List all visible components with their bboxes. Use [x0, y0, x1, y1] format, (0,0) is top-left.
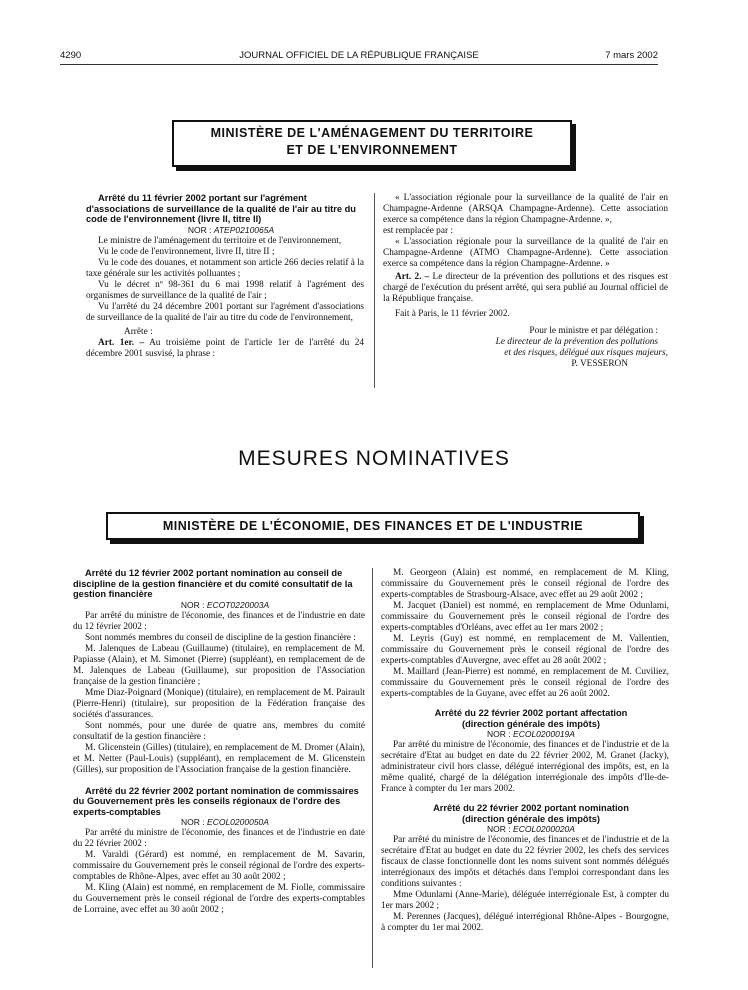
page-header — [60, 50, 658, 64]
page-number: 4290 — [60, 50, 82, 61]
lower-left-column — [73, 568, 365, 916]
quote-new: « L'association régionale pour la surveillance de la qualité de l'air en Champagne-Ardenne (ATMO Champagne-Ardenne). Cette association exerce sa compétence dans la région Champagne-Ardenne. » — [383, 237, 668, 269]
arrete-agrement-right-column — [383, 193, 668, 370]
paragraph: M. Maillard (Jean-Pierre) est nommé, en remplacement de M. Cuviliez, commissaire du Gouvernement près le conseil régional de l'ordre des experts-comptables de la Guyane, avec effet au 26 août 2002. — [381, 667, 669, 699]
section-heading-mesures: MESURES NOMINATIVES — [238, 447, 510, 470]
arrete-nomination-title: Arrêté du 22 février 2002 portant nomination — [433, 803, 629, 813]
paragraph: Vu l'arrêté du 24 décembre 2001 portant sur l'agrément d'associations de surveillance de la qualité de l'air au titre du code de l'environnement, — [86, 301, 364, 323]
arrete-agrement-left-column — [86, 193, 364, 360]
header-rule — [60, 64, 658, 65]
arrete-keyword: Arrête : — [124, 326, 153, 337]
paragraph: Mme Odunlami (Anne-Marie), déléguée interrégionale Est, à compter du 1er mars 2002 ; — [381, 890, 669, 911]
arrete-discipline-title: Arrêté du 12 février 2002 portant nomination au conseil de discipline de la gestion financière et du comité consultatif de la gestion financière — [73, 568, 353, 599]
paragraph: Par arrêté du ministre de l'économie, des finances et de l'industrie en date du 12 février 2002 : — [73, 610, 365, 632]
ministry-environment-line1: MINISTÈRE DE L'AMÉNAGEMENT DU TERRITOIRE — [210, 126, 534, 140]
quote-old: « L'association régionale pour la surveillance de la qualité de l'air en Champagne-Ardenne (ARSQA Champagne-Ardenne). Cette association exerce sa compétence dans la région Champagne-Ardenne. », — [383, 193, 668, 225]
paragraph: Mme Diaz-Poignard (Monique) (titulaire), en remplacement de M. Pairault (Pierre-Henri) (titulaire), sur proposition de la Fédération française des sociétés d'assurances. — [73, 687, 365, 720]
arrete-nomination-nor: NOR : ECOL0200020A — [487, 824, 575, 834]
article-2: Art. 2. – Le directeur de la prévention des pollutions et des risques est chargé de l'exécution du présent arrêté, qui sera publié au Journal officiel de la République française. — [383, 272, 669, 304]
place-date: Fait à Paris, le 11 février 2002. — [395, 309, 510, 319]
paragraph: M. Jacquet (Daniel) est nommé, en remplacement de Mme Odunlami, commissaire du Gouvernement près le conseil régional de l'ordre des experts-comptables d'Orléans, avec effet au 1er mars 2002 ; — [381, 601, 669, 633]
paragraph: M. Kling (Alain) est nommé, en remplacement de M. Fiolle, commissaire du Gouvernement près le conseil régional de l'ordre des experts-comptables de Lorraine, avec effet au 30 août 2002 ; — [73, 883, 365, 915]
arrete-discipline-nor: NOR : ECOT0220003A — [180, 599, 270, 610]
ministry-environment-line2: ET DE L'ENVIRONNEMENT — [286, 143, 458, 157]
paragraph: Par arrêté du ministre de l'économie, des finances et de l'industrie en date du 22 février 2002 : — [73, 828, 365, 849]
arrete-agrement-nor: NOR : ATEP0210065A — [187, 224, 275, 235]
paragraph: M. Jalenques de Labeau (Guillaume) (titulaire), en remplacement de M. Papiasse (Alain), et M. Simonet (Pierre) (suppléant), en remplacement de de M. Jalenques de Labeau (Guillaume), sur proposition de l'Association française de la gestion financière ; — [73, 643, 365, 687]
arrete-commissaires-nor: NOR : ECOL0200050A — [181, 817, 269, 827]
signature-line2: Le directeur de la prévention des pollutions — [495, 337, 658, 347]
paragraph: M. Perennes (Jacques), délégué interrégional Rhône-Alpes - Bourgogne, à compter du 1er mai 2002. — [381, 912, 669, 933]
replaced-by: est remplacée par : — [383, 226, 453, 236]
arrete-agrement-title: Arrêté du 11 février 2002 portant sur l'agrément d'associations de surveillance de la qualité de l'air au titre du code de l'environnement (livre II, titre II) — [86, 193, 356, 224]
paragraph: Vu le code de l'environnement, livre II, titre II ; — [98, 246, 275, 257]
paragraph: Le ministre de l'aménagement du territoire et de l'environnement, — [98, 235, 342, 246]
arrete-affectation-title: Arrêté du 22 février 2002 portant affectation — [434, 708, 628, 718]
paragraph: Sont nommés, pour une durée de quatre ans, membres du comité consultatif de la gestion financière : — [73, 720, 365, 742]
paragraph: M. Varaldi (Gérard) est nommé, en remplacement de M. Savarin, commissaire du Gouvernement près le conseil régional de l'ordre des experts-comptables de Rhône-Alpes, avec effet au 30 août 2002 ; — [73, 850, 365, 882]
signature-line3: et des risques, délégué aux risques majeurs, — [504, 348, 668, 358]
arrete-affectation-subtitle: (direction générale des impôts) — [462, 718, 600, 729]
paragraph: Par arrêté du ministre de l'économie, des finances et de l'industrie et de la secrétaire d'Etat au budget en date du 22 février 2002, les chefs des services fiscaux de classe fonctionnelle dont les noms suivent sont nommés délégués interrégionaux des impôts et détachés dans l'emploi correspondant dans les conditions suivantes : — [381, 835, 669, 889]
paragraph: M. Georgeon (Alain) est nommé, en remplacement de M. Kling, commissaire du Gouvernement près le conseil régional de l'ordre des experts-comptables de Strasbourg-Alsace, avec effet au 29 août 2002 ; — [381, 568, 669, 600]
arrete-commissaires-title: Arrêté du 22 février 2002 portant nomination de commissaires du Gouvernement près les conseils régionaux de l'ordre des experts-comptables — [73, 785, 359, 817]
paragraph: M. Glicenstein (Gilles) (titulaire), en remplacement de M. Dromer (Alain), et M. Netter (Paul-Louis) (suppléant), en remplacement de M. Glicenstein (Gilles), sur proposition de l'Association française de la gestion financière. — [73, 742, 365, 775]
journal-title: JOURNAL OFFICIEL DE LA RÉPUBLIQUE FRANÇAISE — [239, 50, 479, 61]
arrete-affectation-nor: NOR : ECOL0200019A — [487, 729, 575, 739]
paragraph: Sont nommés membres du conseil de discipline de la gestion financière : — [85, 632, 356, 643]
paragraph: M. Leyris (Guy) est nommé, en remplacement de M. Vallentien, commissaire du Gouvernement près le conseil régional de l'ordre des experts-comptables d'Auvergne, avec effet au 28 août 2002 ; — [381, 634, 669, 666]
signatory-name: P. VESSERON — [571, 359, 628, 369]
column-divider — [374, 193, 375, 388]
column-divider — [372, 568, 373, 968]
paragraph: Vu le code des douanes, et notamment son article 266 decies relatif à la taxe générale sur les activités polluantes ; — [86, 257, 364, 279]
issue-date: 7 mars 2002 — [605, 50, 658, 61]
arrete-nomination-subtitle: (direction générale des impôts) — [462, 813, 600, 824]
paragraph: Vu le décret nº 98-361 du 6 mai 1998 relatif à l'agrément des organismes de surveillance de la qualité de l'air ; — [86, 279, 364, 301]
lower-right-column — [381, 568, 669, 934]
ministry-economy-box — [106, 512, 640, 540]
ministry-economy-label: MINISTÈRE DE L'ÉCONOMIE, DES FINANCES ET DE L'INDUSTRIE — [162, 519, 584, 533]
article-1: Art. 1er. – Au troisième point de l'article 1er de l'arrêté du 24 décembre 2001 susvisé, la phrase : — [86, 337, 364, 359]
paragraph: Par arrêté du ministre de l'économie, des finances et de l'industrie et de la secrétaire d'Etat au budget en date du 22 février 2002, M. Granet (Jacky), administrateur civil hors classe, délégué interrégional des impôts, est, en la même qualité, chargé de la délégation interrégionale des impôts d'Ile-de-France à compter du 1er mars 2002. — [381, 740, 669, 794]
signature-line1: Pour le ministre et par délégation : — [529, 326, 658, 336]
ministry-environment-box — [172, 120, 572, 167]
